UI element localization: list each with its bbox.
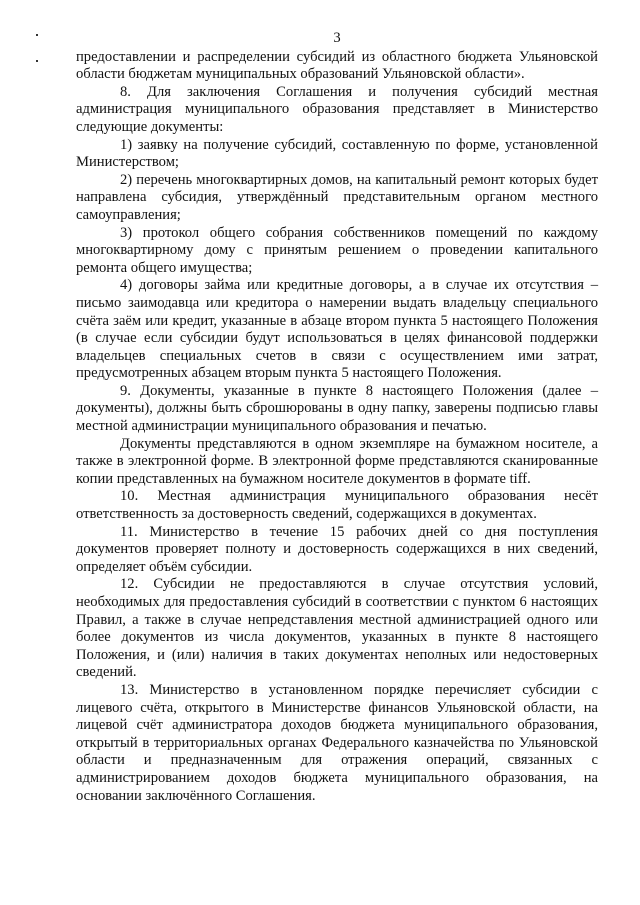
- scan-speck: [36, 60, 38, 62]
- scan-speck: [36, 34, 38, 36]
- paragraph: 12. Субсидии не предоставляются в случае отсутствия условий, необходимых для предоставления субсидий в соответствии с пунктом 6 настоящих Правил, а также в случае непредставления местной администрацией одного или более документов из числа документов, указанных в пункте 8 настоящего Положения, и (или) наличия в таких документах неполных или недостоверных сведений.: [76, 576, 598, 681]
- paragraph: 9. Документы, указанные в пункте 8 настоящего Положения (далее – документы), должны быть сброшюрованы в одну папку, заверены подписью главы местной администрации муниципального образования и печатью.: [76, 382, 598, 435]
- paragraph: 3) протокол общего собрания собственников помещений по каждому многоквартирному дому с принятым решением о проведении капитального ремонта общего имущества;: [76, 224, 598, 276]
- document-page: [76, 30, 598, 805]
- paragraph: 8. Для заключения Соглашения и получения субсидий местная администрация муниципального образования представляет в Министерство следующие документы:: [76, 83, 598, 135]
- paragraph: предоставлении и распределении субсидий из областного бюджета Ульяновской области бюджетам муниципальных образований Ульяновской области».: [76, 48, 598, 83]
- paragraph: Документы представляются в одном экземпляре на бумажном носителе, а также в электронной форме. В электронной форме представляются сканированные копии представленных на бумажном носителе документов в формате tiff.: [76, 435, 598, 487]
- paragraph: 2) перечень многоквартирных домов, на капитальный ремонт которых будет направлена субсидия, утверждённый представительным органом местного самоуправления;: [76, 171, 598, 223]
- paragraph: 10. Местная администрация муниципального образования несёт ответственность за достоверность сведений, содержащихся в документах.: [76, 488, 598, 523]
- page-number: 3: [333, 30, 341, 46]
- document-body: [76, 49, 598, 806]
- paragraph: 11. Министерство в течение 15 рабочих дней со дня поступления документов проверяет полноту и достоверность содержащихся в них сведений, определяет объём субсидии.: [76, 523, 598, 575]
- paragraph: 1) заявку на получение субсидий, составленную по форме, установленной Министерством;: [76, 136, 598, 171]
- paragraph: 13. Министерство в установленном порядке перечисляет субсидии с лицевого счёта, открытого в Министерстве финансов Ульяновской области, на лицевой счёт администратора доходов бюджета муниципального образования, открытый в территориальных органах Федерального казначейства по Ульяновской области и предназначенным для отражения операций, связанных с администрированием доходов бюджета муниципального образования, на основании заключённого Соглашения.: [76, 681, 598, 804]
- paragraph: 4) договоры займа или кредитные договоры, а в случае их отсутствия – письмо заимодавца или кредитора о намерении выдать владельцу специального счёта заём или кредит, указанные в абзаце втором пункта 5 настоящего Положения (в случае если субсидии будут использоваться в целях финансовой поддержки владельцев специальных счетов в связи с осуществлением ими затрат, предусмотренных абзацем вторым пункта 5 настоящего Положения.: [76, 277, 598, 382]
